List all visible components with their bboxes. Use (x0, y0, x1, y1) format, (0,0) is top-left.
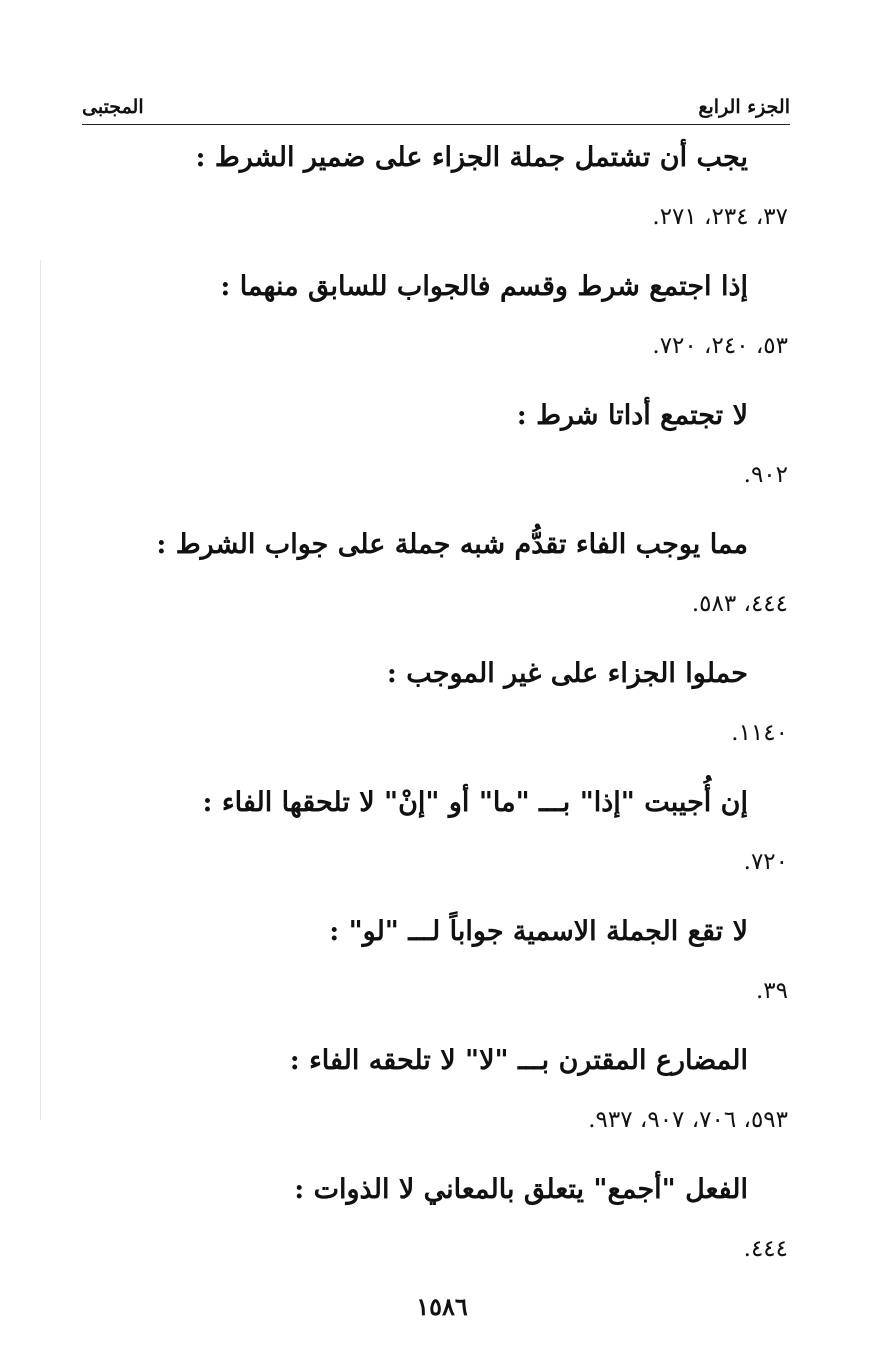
book-title: المجتبى (82, 96, 144, 118)
entry-pages: ٤٤٤. (743, 1236, 788, 1262)
index-entry (100, 644, 790, 773)
entry-topic: لا تجتمع أداتا شرط : (516, 400, 748, 431)
index-entry (100, 902, 790, 1031)
entry-topic: لا تقع الجملة الاسمية جواباً لـــ "لو" : (329, 916, 748, 947)
index-entry (100, 515, 790, 644)
entry-topic: المضارع المقترن بـــ "لا" لا تلحقه الفاء : (289, 1045, 748, 1076)
index-entry (100, 1160, 790, 1289)
page-number: ١٥٨٦ (416, 1292, 468, 1321)
entry-pages: ٧٢٠. (743, 849, 788, 875)
entry-topic: الفعل "أجمع" يتعلق بالمعاني لا الذوات : (294, 1174, 748, 1205)
running-header (82, 92, 790, 122)
entry-pages: ١١٤٠. (731, 720, 788, 746)
entry-pages: ٤٤٤، ٥٨٣. (691, 591, 788, 617)
entry-pages: ٣٧، ٢٣٤، ٢٧١. (652, 204, 788, 230)
index-entry (100, 128, 790, 257)
header-rule (82, 124, 790, 125)
entry-pages: ٥٩٣، ٧٠٦، ٩٠٧، ٩٣٧. (588, 1107, 788, 1133)
index-entry (100, 1031, 790, 1160)
entry-topic: إن أُجيبت "إذا" بـــ "ما" أو "إنْ" لا تلحقها الفاء : (202, 787, 748, 818)
page-edge-shadow (40, 260, 41, 1120)
entry-pages: ٥٣، ٢٤٠، ٧٢٠. (652, 333, 788, 359)
entry-topic: مما يوجب الفاء تقدُّم شبه جملة على جواب الشرط : (156, 529, 748, 560)
entry-topic: يجب أن تشتمل جملة الجزاء على ضمير الشرط : (195, 142, 748, 173)
index-entry (100, 386, 790, 515)
entry-topic: حملوا الجزاء على غير الموجب : (386, 658, 748, 689)
volume-label: الجزء الرابع (698, 96, 790, 118)
entry-pages: ٣٩. (755, 978, 788, 1004)
index-entry (100, 257, 790, 386)
index-entry (100, 773, 790, 902)
entry-topic: إذا اجتمع شرط وقسم فالجواب للسابق منهما : (220, 271, 748, 302)
index-entries (100, 128, 790, 1289)
entry-pages: ٩٠٢. (743, 462, 788, 488)
